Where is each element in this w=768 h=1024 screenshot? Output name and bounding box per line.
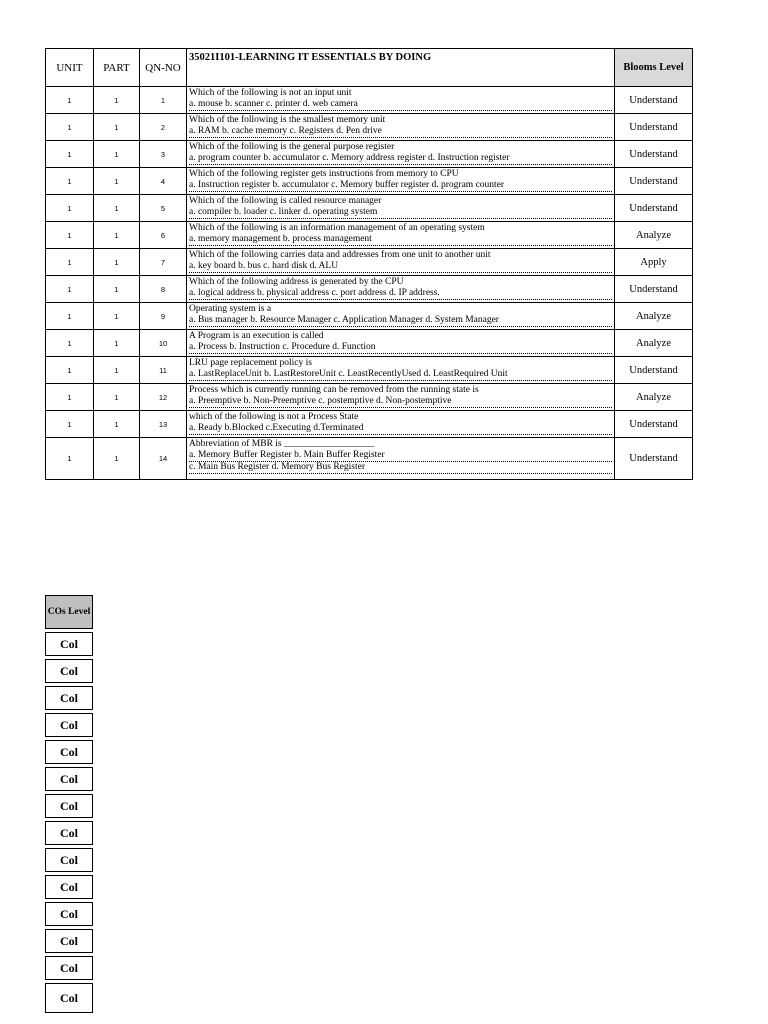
cos-level-table: [45, 592, 93, 1016]
cos-level-cell: Col: [45, 983, 93, 1013]
qn-no-header: QN-NO: [140, 49, 187, 87]
part-cell: 1: [94, 303, 140, 330]
part-cell: 1: [94, 168, 140, 195]
cos-level-cell: Col: [45, 956, 93, 980]
unit-cell: 1: [46, 357, 94, 384]
question-options: a. LastReplaceUnit b. LastRestoreUnit c. LeastRecentlyUsed d. LeastRequired Unit: [189, 369, 612, 381]
cos-level-cell: Col: [45, 929, 93, 953]
question-number-cell: 9: [140, 303, 187, 330]
table-row: [46, 303, 693, 330]
question-text: which of the following is not a Process State: [189, 412, 359, 422]
question-options: a. Preemptive b. Non-Preemptive c. postemptive d. Non-postemptive: [189, 396, 612, 408]
part-cell: 1: [94, 141, 140, 168]
unit-cell: 1: [46, 114, 94, 141]
cos-row: [45, 929, 93, 953]
question-cell: [187, 114, 615, 141]
question-text: Which of the following is the general purpose register: [189, 142, 395, 152]
blooms-level-cell: Understand: [615, 357, 693, 384]
table-row: [46, 357, 693, 384]
unit-cell: 1: [46, 384, 94, 411]
question-text: Which of the following is called resource manager: [189, 196, 382, 206]
question-text: Which of the following register gets instructions from memory to CPU: [189, 169, 459, 179]
question-options: c. Main Bus Register d. Memory Bus Register: [189, 462, 612, 474]
part-cell: 1: [94, 357, 140, 384]
question-number-cell: 11: [140, 357, 187, 384]
question-text: LRU page replacement policy is: [189, 358, 312, 368]
table-row: [46, 249, 693, 276]
question-cell: [187, 303, 615, 330]
blooms-level-cell: Understand: [615, 114, 693, 141]
question-number-cell: 12: [140, 384, 187, 411]
cos-row: [45, 713, 93, 737]
blooms-level-cell: Analyze: [615, 330, 693, 357]
question-options: a. Memory Buffer Register b. Main Buffer Register: [189, 450, 612, 462]
question-cell: [187, 276, 615, 303]
table-row: [46, 87, 693, 114]
question-number-cell: 7: [140, 249, 187, 276]
blooms-level-cell: Understand: [615, 411, 693, 438]
question-cell: [187, 438, 615, 480]
part-cell: 1: [94, 438, 140, 480]
question-options: a. program counter b. accumulator c. Memory address register d. Instruction register: [189, 153, 612, 165]
question-number-cell: 2: [140, 114, 187, 141]
cos-level-cell: Col: [45, 902, 93, 926]
unit-cell: 1: [46, 222, 94, 249]
table-row: [46, 141, 693, 168]
blooms-level-header: Blooms Level: [615, 49, 693, 87]
question-cell: [187, 411, 615, 438]
unit-cell: 1: [46, 168, 94, 195]
question-text: Abbreviation of MBR is ___________________: [189, 439, 375, 449]
table-row: [46, 384, 693, 411]
question-cell: [187, 87, 615, 114]
blooms-level-cell: Analyze: [615, 303, 693, 330]
blooms-level-cell: Analyze: [615, 384, 693, 411]
question-options: a. Ready b.Blocked c.Executing d.Terminated: [189, 423, 612, 435]
cos-row: [45, 902, 93, 926]
question-cell: [187, 384, 615, 411]
question-text: A Program is an execution is called: [189, 331, 324, 341]
question-number-cell: 14: [140, 438, 187, 480]
cos-level-cell: Col: [45, 686, 93, 710]
question-number-cell: 5: [140, 195, 187, 222]
question-cell: [187, 168, 615, 195]
table-row: [46, 276, 693, 303]
cos-row: [45, 659, 93, 683]
question-number-cell: 4: [140, 168, 187, 195]
cos-row: [45, 983, 93, 1013]
cos-row: [45, 794, 93, 818]
blooms-level-cell: Apply: [615, 249, 693, 276]
unit-cell: 1: [46, 330, 94, 357]
questions-body: [46, 87, 693, 480]
part-cell: 1: [94, 195, 140, 222]
unit-cell: 1: [46, 87, 94, 114]
cos-level-cell: Col: [45, 875, 93, 899]
cos-level-cell: Col: [45, 740, 93, 764]
cos-level-cell: Col: [45, 713, 93, 737]
question-text: Process which is currently running can be removed from the running state is: [189, 385, 479, 395]
cos-row: [45, 767, 93, 791]
table-row: [46, 195, 693, 222]
question-text: Operating system is a: [189, 304, 272, 314]
cos-row: [45, 848, 93, 872]
cos-level-cell: Col: [45, 821, 93, 845]
unit-header: UNIT: [46, 49, 94, 87]
blooms-level-cell: Understand: [615, 87, 693, 114]
part-header: PART: [94, 49, 140, 87]
question-number-cell: 6: [140, 222, 187, 249]
question-number-cell: 3: [140, 141, 187, 168]
cos-row: [45, 740, 93, 764]
cos-row: [45, 821, 93, 845]
question-options: a. mouse b. scanner c. printer d. web camera: [189, 99, 612, 111]
cos-level-cell: Col: [45, 794, 93, 818]
blooms-level-cell: Understand: [615, 276, 693, 303]
cos-row: [45, 956, 93, 980]
part-cell: 1: [94, 87, 140, 114]
table-row: [46, 411, 693, 438]
unit-cell: 1: [46, 303, 94, 330]
cos-row: [45, 686, 93, 710]
question-options: a. logical address b. physical address c. port address d. IP address.: [189, 288, 612, 300]
part-cell: 1: [94, 330, 140, 357]
question-text: Which of the following is the smallest memory unit: [189, 115, 386, 125]
cos-row: [45, 632, 93, 656]
blooms-level-cell: Analyze: [615, 222, 693, 249]
question-text: Which of the following carries data and addresses from one unit to another unit: [189, 250, 491, 260]
blooms-level-cell: Understand: [615, 438, 693, 480]
unit-cell: 1: [46, 249, 94, 276]
unit-cell: 1: [46, 195, 94, 222]
header-row: [46, 49, 693, 87]
blooms-level-cell: Understand: [615, 141, 693, 168]
unit-cell: 1: [46, 411, 94, 438]
question-number-cell: 10: [140, 330, 187, 357]
part-cell: 1: [94, 384, 140, 411]
question-number-cell: 8: [140, 276, 187, 303]
cos-level-cell: Col: [45, 632, 93, 656]
cos-level-header: COs Level: [45, 595, 93, 629]
question-options: a. RAM b. cache memory c. Registers d. Pen drive: [189, 126, 612, 138]
question-cell: [187, 330, 615, 357]
unit-cell: 1: [46, 276, 94, 303]
cos-level-cell: Col: [45, 848, 93, 872]
blooms-level-cell: Understand: [615, 168, 693, 195]
unit-cell: 1: [46, 438, 94, 480]
question-number-cell: 1: [140, 87, 187, 114]
table-row: [46, 222, 693, 249]
cos-row: [45, 875, 93, 899]
part-cell: 1: [94, 276, 140, 303]
question-options: a. Process b. Instruction c. Procedure d. Function: [189, 342, 612, 354]
table-row: [46, 330, 693, 357]
question-text: Which of the following address is generated by the CPU: [189, 277, 404, 287]
table-row: [46, 168, 693, 195]
unit-cell: 1: [46, 141, 94, 168]
part-cell: 1: [94, 411, 140, 438]
table-row: [46, 438, 693, 480]
cos-level-cell: Col: [45, 659, 93, 683]
question-cell: [187, 249, 615, 276]
question-cell: [187, 357, 615, 384]
question-options: a. compiler b. loader c. linker d. operating system: [189, 207, 612, 219]
question-cell: [187, 195, 615, 222]
part-cell: 1: [94, 222, 140, 249]
question-cell: [187, 222, 615, 249]
course-title-header: 35021I101-LEARNING IT ESSENTIALS BY DOING: [187, 49, 615, 87]
question-text: Which of the following is not an input unit: [189, 88, 352, 98]
part-cell: 1: [94, 114, 140, 141]
question-cell: [187, 141, 615, 168]
question-options: a. Instruction register b. accumulator c. Memory buffer register d. program counter: [189, 180, 612, 192]
blooms-level-cell: Understand: [615, 195, 693, 222]
cos-level-cell: Col: [45, 767, 93, 791]
question-text: Which of the following is an information management of an operating system: [189, 223, 485, 233]
part-cell: 1: [94, 249, 140, 276]
table-row: [46, 114, 693, 141]
question-options: a. Bus manager b. Resource Manager c. Application Manager d. System Manager: [189, 315, 612, 327]
question-options: a. memory management b. process management: [189, 234, 612, 246]
question-number-cell: 13: [140, 411, 187, 438]
questions-table: [45, 48, 693, 480]
cos-level-body: [45, 632, 93, 1013]
question-options: a. key board b. bus c. hard disk d. ALU: [189, 261, 612, 273]
